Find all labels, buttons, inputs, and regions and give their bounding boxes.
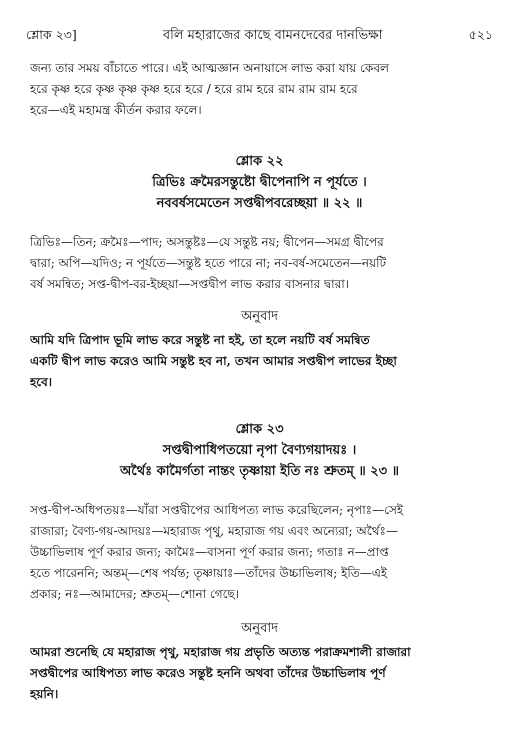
translation-line: সপ্তদ্বীপের আধিপত্য লাভ করেও সন্তুষ্ট হননি অথবা তাঁদের উচ্চাভিলাষ পূর্ণ xyxy=(30,666,386,680)
running-header xyxy=(26,26,493,46)
verse-23-synonyms xyxy=(30,500,489,605)
synonym-line: উচ্চাভিলাষ পূর্ণ করার জন্য; কামৈঃ—বাসনা পূর্ণ করার জন্য; গতাঃ ন—প্রাপ্ত xyxy=(30,545,389,559)
intro-paragraph xyxy=(30,58,489,121)
verse-22-synonyms xyxy=(30,232,489,295)
verse-22-translation-heading: অনুবাদ xyxy=(241,309,278,324)
page-number: ৫২১ xyxy=(468,27,493,42)
synonym-line: হতে পারেননি; অন্তম্—শেষ পর্যন্ত; তৃষ্ণায়াঃ—তাঁদের উচ্চাভিলাষ; ইতি—এই xyxy=(30,566,388,580)
intro-line: হরে কৃষ্ণ হরে কৃষ্ণ কৃষ্ণ কৃষ্ণ হরে হরে / হরে রাম হরে রাম রাম রাম হরে xyxy=(30,82,358,96)
synonym-line: প্রকার; নঃ—আমাদের; শ্রুতম্—শোনা গেছে। xyxy=(30,587,240,601)
verse-23-translation xyxy=(30,642,489,705)
verse-line: সপ্তদ্বীপাধিপতয়ো নৃপা বৈণ্যগয়াদয়ঃ । xyxy=(162,443,357,458)
verse-22-translation xyxy=(30,330,489,393)
translation-line: আমরা শুনেছি যে মহারাজ পৃথু, মহারাজ গয় প্রভৃতি অত্যন্ত পরাক্রমশালী রাজারা xyxy=(30,645,411,659)
header-verse-ref: শ্লোক ২৩] xyxy=(26,27,77,42)
translation-line: হয়নি। xyxy=(30,687,59,701)
verse-22-text xyxy=(30,172,489,214)
intro-line: হরে—এই মহামন্ত্র কীর্তন করার ফলে। xyxy=(30,103,202,117)
verse-line: অর্থৈঃ কামৈর্গতা নান্তং তৃষ্ণায়া ইতি নঃ শ্রুতম্ ॥ ২৩ ॥ xyxy=(120,464,399,479)
synonym-line: সপ্ত-দ্বীপ-অধিপতয়ঃ—যাঁরা সপ্তদ্বীপের আধিপত্য লাভ করেছিলেন; নৃপাঃ—সেই xyxy=(30,503,404,517)
synonym-line: বর্ষ সমন্বিত; সপ্ত-দ্বীপ-বর-ইচ্ছয়া—সপ্তদ্বীপ লাভ করার বাসনার দ্বারা। xyxy=(30,277,349,291)
verse-line: ত্রিভিঃ ক্রমৈরসন্তুষ্টো দ্বীপেনাপি ন পূর্যতে । xyxy=(152,175,367,190)
synonym-line: রাজারা; বৈণ্য-গয়-আদয়ঃ—মহারাজ পৃথু, মহারাজ গয় এবং অন্যেরা; অর্থৈঃ— xyxy=(30,524,398,538)
translation-line: একটি দ্বীপ লাভ করেও আমি সন্তুষ্ট হব না, তখন আমার সপ্তদ্বীপ লাভের ইচ্ছা xyxy=(30,354,397,368)
header-chapter-title: বলি মহারাজের কাছে বামনদেবের দানভিক্ষা xyxy=(162,28,383,43)
verse-23-text xyxy=(30,440,489,482)
intro-line: জন্য তার সময় বাঁচাতে পারে। এই আত্মজ্ঞান অনায়াসে লাভ করা যায় কেবল xyxy=(30,61,389,75)
synonym-line: দ্বারা; অপি—যদিও; ন পূর্যতে—সন্তুষ্ট হতে পারে না; নব-বর্ষ-সমেতেন—নয়টি xyxy=(30,256,387,270)
translation-line: হবে। xyxy=(30,375,53,389)
translation-line: আমি যদি ত্রিপাদ ভূমি লাভ করে সন্তুষ্ট না হই, তা হলে নয়টি বর্ষ সমন্বিত xyxy=(30,333,370,347)
verse-22-heading: শ্লোক ২২ xyxy=(235,154,284,169)
verse-line: নববর্ষসমেতেন সপ্তদ্বীপবরেচ্ছয়া ॥ ২২ ॥ xyxy=(156,196,363,211)
verse-23-translation-heading: অনুবাদ xyxy=(241,621,278,636)
synonym-line: ত্রিভিঃ—তিন; ক্রমৈঃ—পাদ; অসন্তুষ্টঃ—যে সন্তুষ্ট নয়; দ্বীপেন—সমগ্র দ্বীপের xyxy=(30,235,384,249)
verse-23-heading: শ্লোক ২৩ xyxy=(235,422,284,437)
